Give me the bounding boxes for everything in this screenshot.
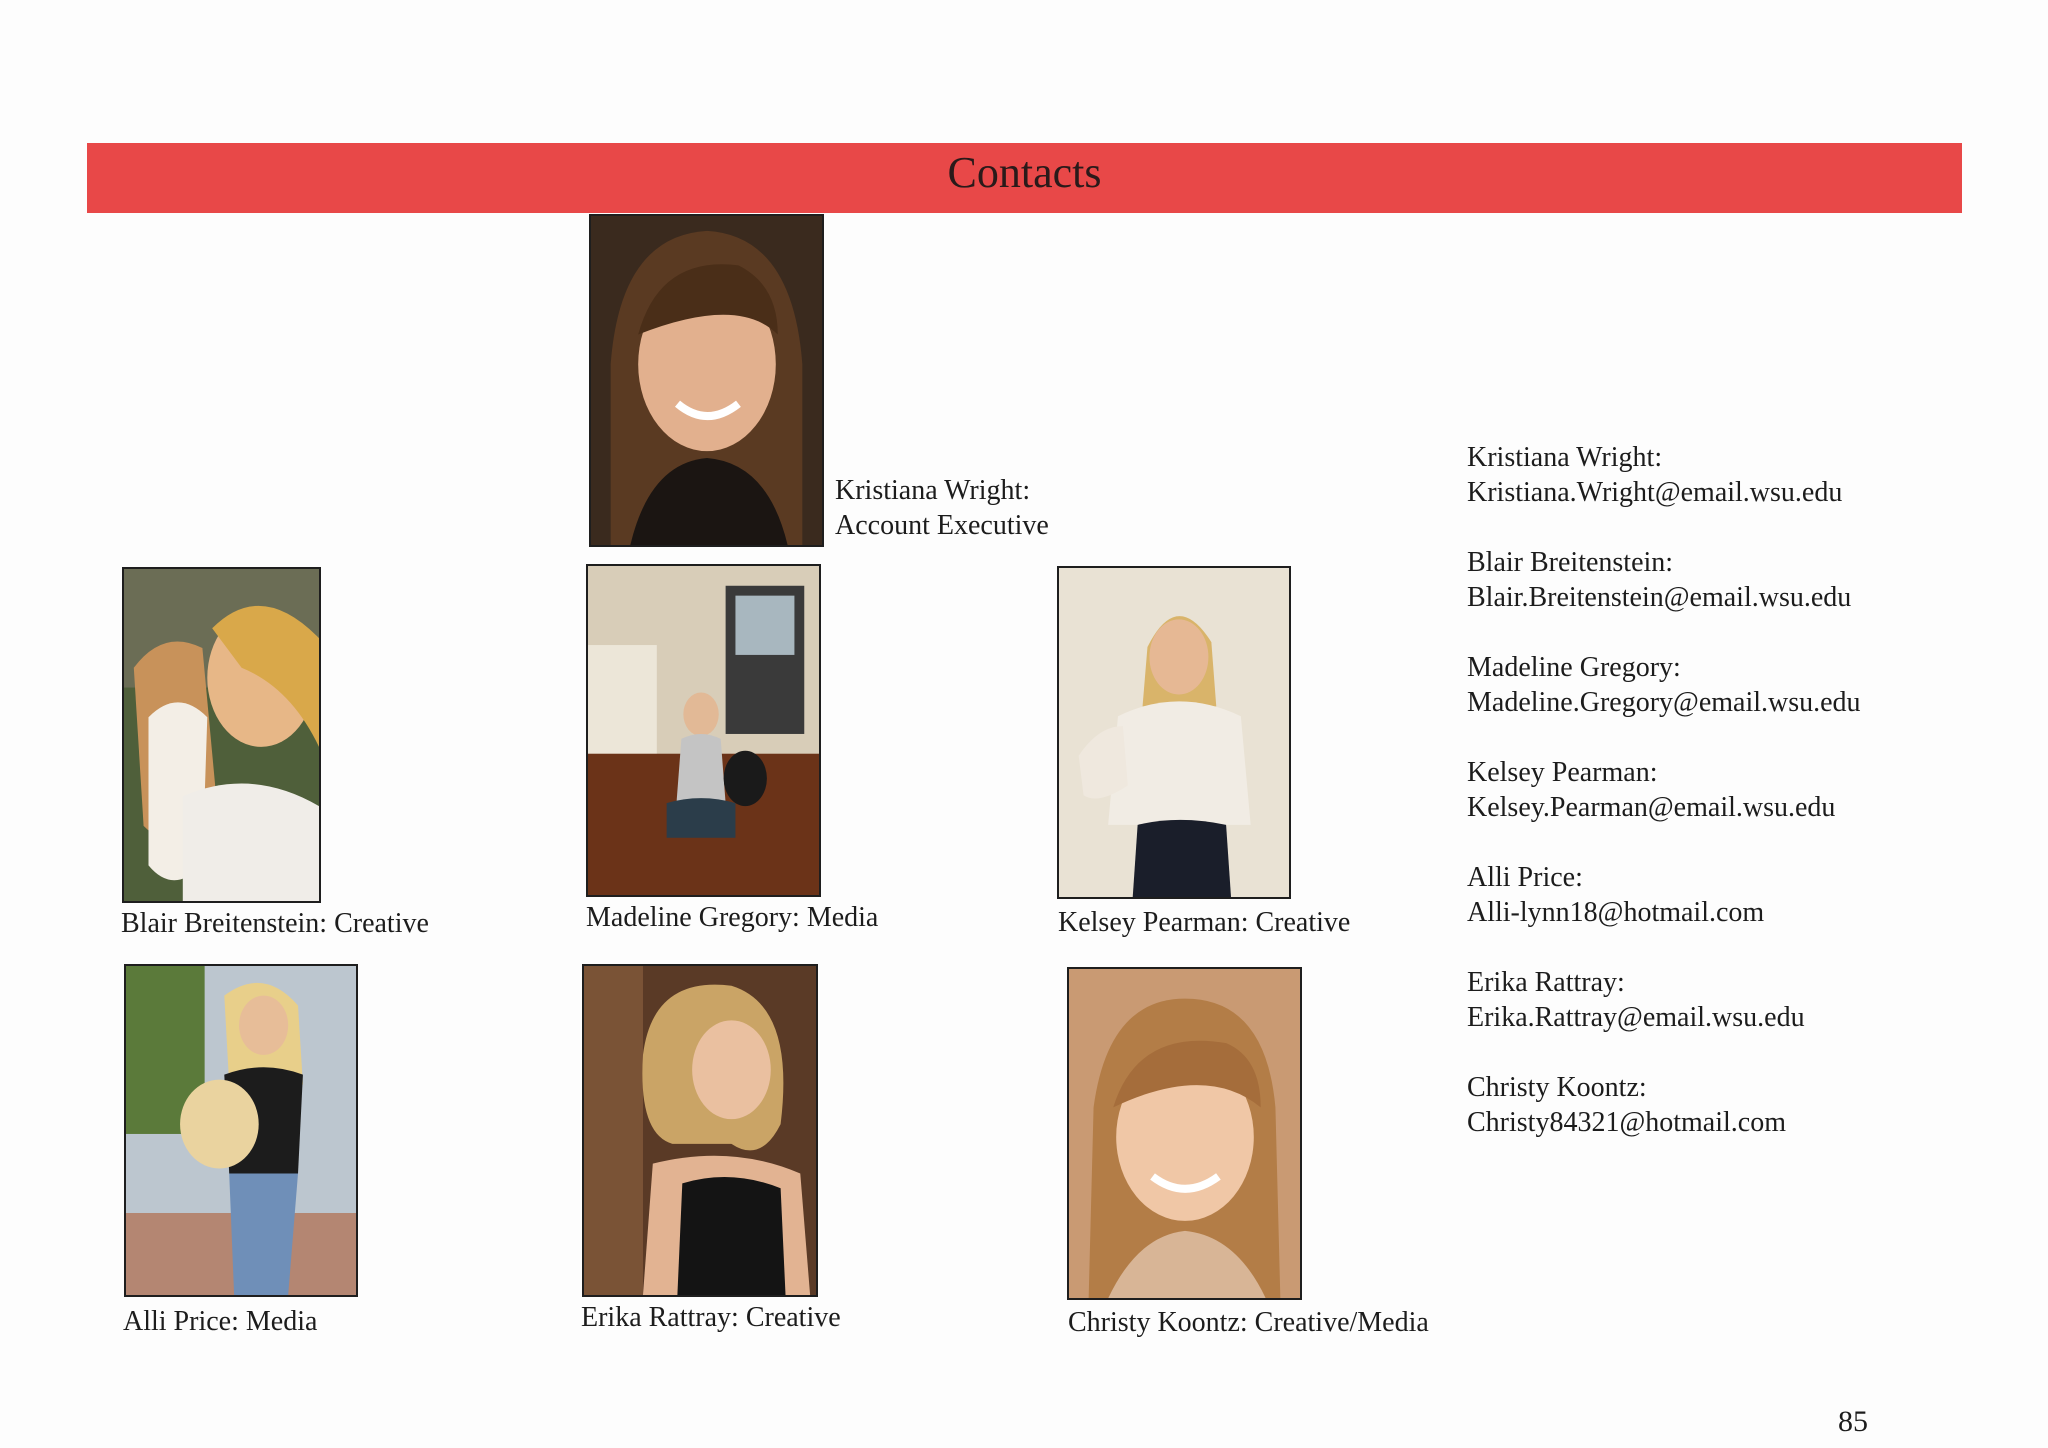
caption-alli-price: Alli Price: Media [123,1306,318,1337]
contact-name: Christy Koontz: [1467,1072,1647,1103]
contact-name: Kristiana Wright: [1467,442,1663,473]
caption-kelsey-pearman: Kelsey Pearman: Creative [1058,907,1351,938]
contact-email: Kelsey.Pearman@email.wsu.edu [1467,792,1836,823]
contact-entry [1467,650,2027,720]
caption-kristiana-name: Kristiana Wright: [835,475,1031,506]
contact-entry [1467,965,2027,1035]
caption-christy-koontz: Christy Koontz: Creative/Media [1068,1307,1429,1338]
caption-kristiana-wright [835,473,1049,543]
caption-kristiana-role: Account Executive [835,510,1049,541]
caption-erika-rattray: Erika Rattray: Creative [581,1302,841,1333]
contact-name: Madeline Gregory: [1467,652,1681,683]
header-bar [87,143,1962,213]
photo-kelsey-pearman [1057,566,1291,899]
contact-entry [1467,1070,2027,1140]
contacts-list [1467,440,2027,1175]
contact-email: Erika.Rattray@email.wsu.edu [1467,1002,1805,1033]
contact-email: Kristiana.Wright@email.wsu.edu [1467,477,1843,508]
contact-entry [1467,545,2027,615]
caption-blair-breitenstein: Blair Breitenstein: Creative [121,908,429,939]
contact-email: Alli-lynn18@hotmail.com [1467,897,1765,928]
photo-blair-breitenstein [122,567,321,903]
photo-christy-koontz [1067,967,1302,1300]
contact-email: Christy84321@hotmail.com [1467,1107,1786,1138]
contact-name: Erika Rattray: [1467,967,1625,998]
photo-alli-price [124,964,358,1297]
contact-entry [1467,755,2027,825]
caption-madeline-gregory: Madeline Gregory: Media [586,902,879,933]
page-number: 85 [1838,1405,1868,1438]
contact-entry [1467,440,2027,510]
contact-email: Blair.Breitenstein@email.wsu.edu [1467,582,1852,613]
contact-email: Madeline.Gregory@email.wsu.edu [1467,687,1861,718]
photo-kristiana-wright [589,214,824,547]
contact-name: Kelsey Pearman: [1467,757,1658,788]
photo-madeline-gregory [586,564,821,897]
contact-name: Alli Price: [1467,862,1583,893]
photo-erika-rattray [582,964,818,1297]
contact-entry [1467,860,2027,930]
page-title: Contacts [947,148,1102,197]
contact-name: Blair Breitenstein: [1467,547,1674,578]
